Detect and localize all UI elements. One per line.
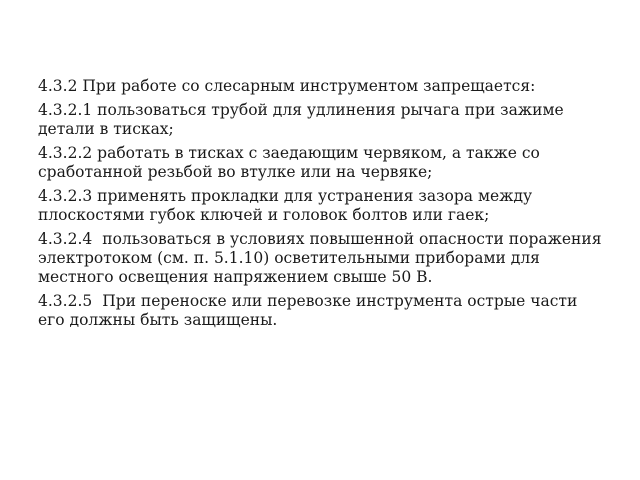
paragraph-4-3-2-3 xyxy=(38,187,608,225)
paragraph-4-3-2-4 xyxy=(38,230,608,287)
paragraph-text: При переноске или перевозке инструмента острые части его должны быть защищены. xyxy=(38,292,578,329)
paragraph-4-3-2 xyxy=(38,77,608,96)
paragraph-text: При работе со слесарным инструментом запрещается: xyxy=(82,77,536,95)
paragraph-number: 4.3.2.3 xyxy=(38,187,93,205)
paragraph-number: 4.3.2.1 xyxy=(38,101,93,119)
paragraph-4-3-2-5 xyxy=(38,292,608,330)
paragraph-number: 4.3.2.2 xyxy=(38,144,93,162)
paragraph-text: применять прокладки для устранения зазора между плоскостями губок ключей и головок болтов или гаек; xyxy=(38,187,533,224)
paragraph-number: 4.3.2 xyxy=(38,77,78,95)
paragraph-text: пользоваться в условиях повышенной опасности поражения электротоком (см. п. 5.1.10) осветительными приборами для местного освещения напряжением свыше 50 В. xyxy=(38,230,602,286)
paragraph-number: 4.3.2.5 xyxy=(38,292,93,310)
paragraph-text: работать в тисках с заедающим червяком, а также со сработанной резьбой во втулке или на червяке; xyxy=(38,144,540,181)
paragraph-text: пользоваться трубой для удлинения рычага при зажиме детали в тисках; xyxy=(38,101,564,138)
paragraph-4-3-2-1 xyxy=(38,101,608,139)
paragraph-number: 4.3.2.4 xyxy=(38,230,93,248)
paragraph-4-3-2-2 xyxy=(38,144,608,182)
document-body xyxy=(38,77,608,335)
